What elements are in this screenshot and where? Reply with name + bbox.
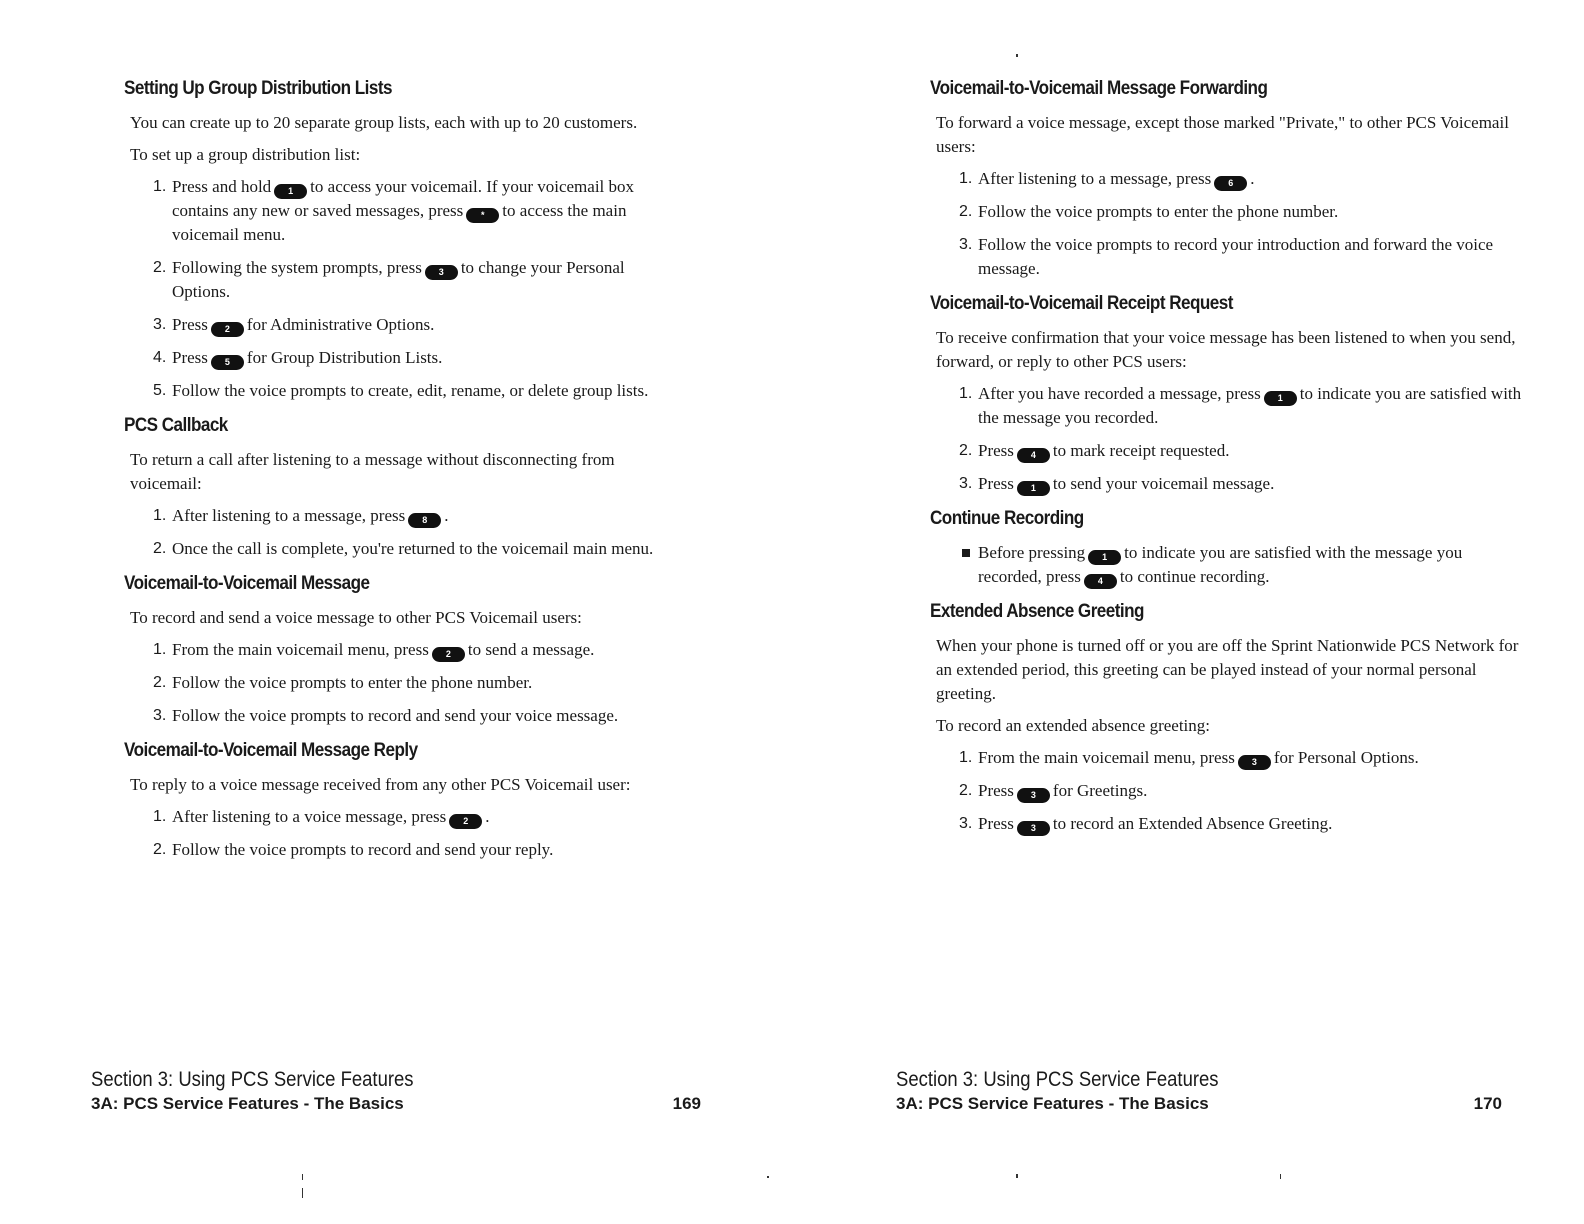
step-text: to indicate you are satisfied with the message you recorded.: [978, 384, 1522, 427]
step-number: 1.: [959, 749, 973, 766]
intro-paragraph: To forward a voice message, except those marked "Private," to other PCS Voicemail users:: [936, 113, 1509, 156]
phone-key-icon: 1: [274, 184, 307, 199]
step-item: [930, 779, 1530, 803]
page-number: 169: [672, 1094, 701, 1113]
step-text: Once the call is complete, you're returned to the voicemail main menu.: [172, 539, 654, 558]
step-text: to change your Personal Options.: [172, 258, 625, 301]
intro-paragraph: You can create up to 20 separate group lists, each with up to 20 customers.: [130, 113, 638, 132]
scan-speck: [302, 1188, 303, 1198]
step-item: [930, 746, 1530, 770]
step-item: [930, 233, 1530, 281]
right-page-content: [930, 76, 1530, 846]
step-number: 1.: [959, 385, 973, 402]
step-item: [124, 504, 684, 528]
step-number: 2.: [153, 841, 167, 858]
intro-paragraph: To record an extended absence greeting:: [936, 716, 1210, 735]
phone-key-icon: *: [466, 208, 499, 223]
step-text: to continue recording.: [1119, 567, 1270, 586]
step-number: 2.: [153, 540, 167, 557]
intro-paragraph: To return a call after listening to a message without disconnecting from voicemail:: [130, 450, 615, 493]
step-text: Press: [978, 781, 1014, 800]
step-list: [124, 805, 684, 862]
step-item: [930, 167, 1530, 191]
step-item: [124, 704, 684, 728]
step-text: .: [444, 506, 449, 525]
phone-key-icon: 5: [211, 355, 244, 370]
step-item: [124, 313, 684, 337]
step-text: .: [485, 807, 490, 826]
step-number: 3.: [959, 475, 973, 492]
bullet-list: [930, 541, 1530, 589]
step-number: 1.: [153, 178, 167, 195]
section-heading: Voicemail-to-Voicemail Message Reply: [124, 740, 418, 761]
step-text: Press: [172, 348, 208, 367]
step-item: [124, 838, 684, 862]
step-number: 5.: [153, 382, 167, 399]
step-number: 2.: [153, 259, 167, 276]
section-heading: Continue Recording: [930, 508, 1084, 529]
step-item: [930, 472, 1530, 496]
step-number: 1.: [153, 507, 167, 524]
step-item: [930, 812, 1530, 836]
step-text: .: [1250, 169, 1255, 188]
step-text: After listening to a message, press: [978, 169, 1212, 188]
step-number: 4.: [153, 349, 167, 366]
intro-paragraph: To receive confirmation that your voice message has been listened to when you send, forward, or reply to other PCS users:: [936, 328, 1516, 371]
phone-key-icon: 4: [1017, 448, 1050, 463]
intro-paragraph: To reply to a voice message received from any other PCS Voicemail user:: [130, 775, 631, 794]
step-text: to indicate you are satisfied with the message you recorded, press: [978, 543, 1463, 586]
step-item: [930, 200, 1530, 224]
left-page-footer: [91, 1068, 701, 1114]
step-text: After listening to a message, press: [172, 506, 406, 525]
page-number: 170: [1473, 1094, 1502, 1113]
step-text: Follow the voice prompts to create, edit, rename, or delete group lists.: [172, 381, 649, 400]
step-item: [124, 379, 684, 403]
footer-subsection-title: 3A: PCS Service Features - The Basics: [896, 1094, 1209, 1113]
phone-key-icon: 8: [408, 513, 441, 528]
step-item: [930, 439, 1530, 463]
phone-key-icon: 2: [211, 322, 244, 337]
scan-speck: [1280, 1174, 1281, 1179]
step-text: From the main voicemail menu, press: [172, 640, 429, 659]
phone-key-icon: 2: [449, 814, 482, 829]
step-text: to mark receipt requested.: [1052, 441, 1230, 460]
left-page-content: [124, 76, 684, 872]
step-number: 2.: [959, 782, 973, 799]
footer-section-title: Section 3: Using PCS Service Features: [896, 1068, 1219, 1091]
step-text: Press: [172, 315, 208, 334]
step-list: [930, 167, 1530, 281]
step-text: Press: [978, 441, 1014, 460]
step-text: Following the system prompts, press: [172, 258, 422, 277]
step-text: Follow the voice prompts to record and send your reply.: [172, 840, 554, 859]
step-number: 1.: [959, 170, 973, 187]
phone-key-icon: 3: [425, 265, 458, 280]
step-item: [124, 346, 684, 370]
phone-key-icon: 3: [1017, 788, 1050, 803]
step-text: to send a message.: [467, 640, 595, 659]
step-text: to record an Extended Absence Greeting.: [1052, 814, 1333, 833]
section-heading: PCS Callback: [124, 415, 228, 436]
step-text: Before pressing: [978, 543, 1086, 562]
step-text: for Greetings.: [1052, 781, 1148, 800]
step-text: to send your voicemail message.: [1052, 474, 1275, 493]
step-number: 2.: [153, 674, 167, 691]
phone-key-icon: 1: [1017, 481, 1050, 496]
right-page-footer: [896, 1068, 1502, 1114]
step-item: [124, 671, 684, 695]
phone-key-icon: 3: [1017, 821, 1050, 836]
step-list: [930, 746, 1530, 836]
intro-paragraph: When your phone is turned off or you are off the Sprint Nationwide PCS Network for an extended period, this greeting can be played instead of your normal personal greeting.: [936, 636, 1519, 703]
step-text: Follow the voice prompts to record your introduction and forward the voice message.: [978, 235, 1494, 278]
phone-key-icon: 3: [1238, 755, 1271, 770]
step-number: 3.: [959, 815, 973, 832]
step-list: [124, 175, 684, 403]
scan-speck: [302, 1174, 303, 1180]
phone-key-icon: 4: [1084, 574, 1117, 589]
step-text: for Group Distribution Lists.: [246, 348, 443, 367]
section-heading: Voicemail-to-Voicemail Message: [124, 573, 370, 594]
step-text: Press: [978, 474, 1014, 493]
step-text: From the main voicemail menu, press: [978, 748, 1235, 767]
phone-key-icon: 6: [1214, 176, 1247, 191]
phone-key-icon: 2: [432, 647, 465, 662]
step-text: After listening to a voice message, press: [172, 807, 447, 826]
step-item: [124, 256, 684, 304]
step-text: Follow the voice prompts to record and send your voice message.: [172, 706, 619, 725]
scan-speck: [1016, 1174, 1018, 1178]
step-number: 1.: [153, 641, 167, 658]
step-item: [930, 382, 1530, 430]
bullet-square-icon: [962, 549, 970, 557]
step-list: [124, 504, 684, 561]
section-heading: Voicemail-to-Voicemail Receipt Request: [930, 293, 1233, 314]
step-text: to access your voicemail. If your voicemail box contains any new or saved messages, press: [172, 177, 635, 220]
section-heading: Voicemail-to-Voicemail Message Forwarding: [930, 78, 1268, 99]
step-text: for Administrative Options.: [246, 315, 435, 334]
step-text: Press and hold: [172, 177, 272, 196]
step-number: 3.: [959, 236, 973, 253]
step-item: [124, 638, 684, 662]
step-text: Follow the voice prompts to enter the phone number.: [172, 673, 533, 692]
step-list: [930, 382, 1530, 496]
step-number: 3.: [153, 707, 167, 724]
step-text: After you have recorded a message, press: [978, 384, 1261, 403]
phone-key-icon: 1: [1088, 550, 1121, 565]
step-text: for Personal Options.: [1273, 748, 1419, 767]
step-item: [124, 175, 684, 247]
step-text: Follow the voice prompts to enter the phone number.: [978, 202, 1339, 221]
step-number: 3.: [153, 316, 167, 333]
step-text: to access the main voicemail menu.: [172, 201, 627, 244]
step-item: [124, 805, 684, 829]
section-heading: Setting Up Group Distribution Lists: [124, 78, 392, 99]
step-number: 2.: [959, 203, 973, 220]
scan-speck: [767, 1176, 769, 1178]
footer-subsection-title: 3A: PCS Service Features - The Basics: [91, 1094, 404, 1113]
scan-speck: [1016, 54, 1018, 57]
step-item: [124, 537, 684, 561]
step-list: [124, 638, 684, 728]
section-heading: Extended Absence Greeting: [930, 601, 1144, 622]
phone-key-icon: 1: [1264, 391, 1297, 406]
step-text: Press: [978, 814, 1014, 833]
right-page: [792, 0, 1584, 1224]
step-number: 1.: [153, 808, 167, 825]
intro-paragraph: To set up a group distribution list:: [130, 145, 361, 164]
intro-paragraph: To record and send a voice message to other PCS Voicemail users:: [130, 608, 582, 627]
bullet-item: [930, 541, 1530, 589]
footer-section-title: Section 3: Using PCS Service Features: [91, 1068, 414, 1091]
step-number: 2.: [959, 442, 973, 459]
